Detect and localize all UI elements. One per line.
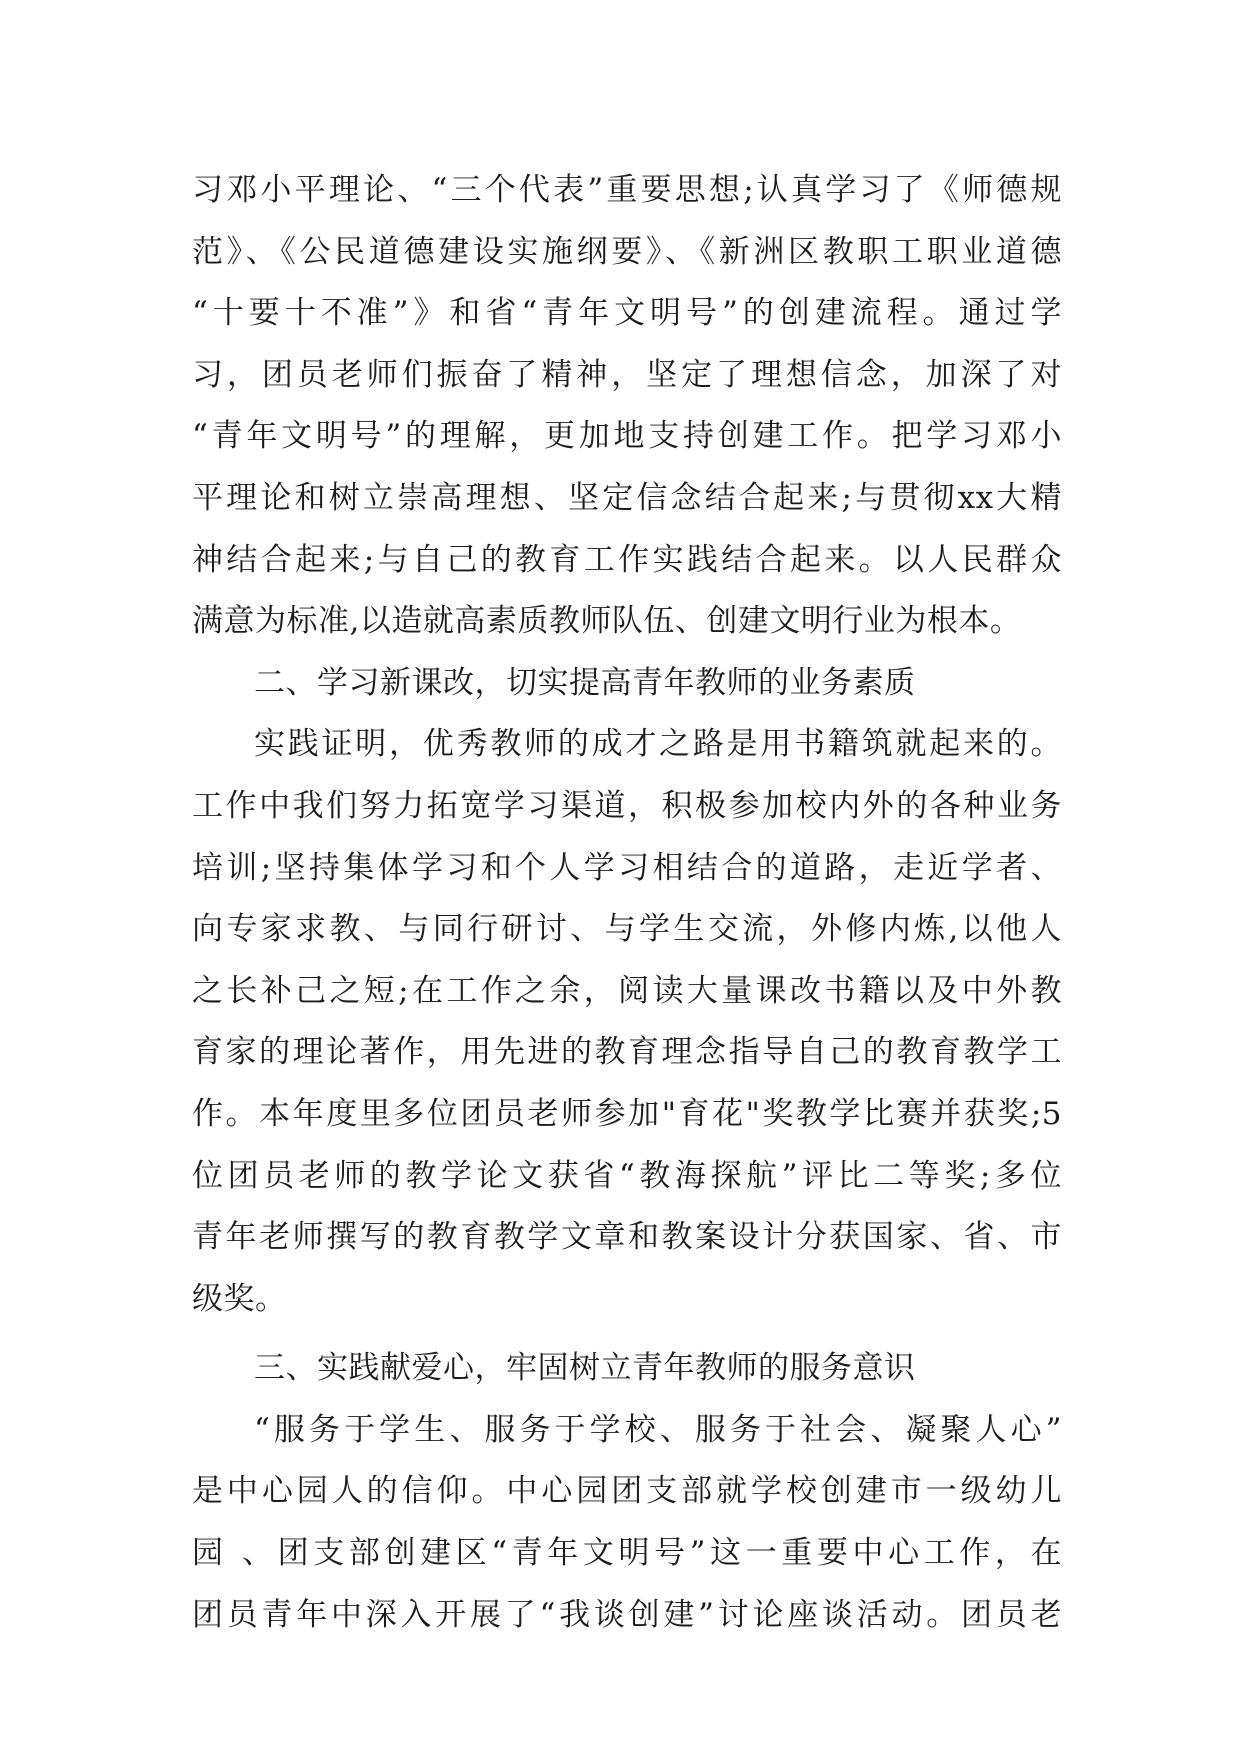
text-line: 实践证明，优秀教师的成才之路是用书籍筑就起来的。 xyxy=(254,726,1062,763)
text-line: “十要十不准”》和省“青年文明号”的创建流程。通过学 xyxy=(192,295,1062,332)
text-line: 之长补己之短;在工作之余，阅读大量课改书籍以及中外教 xyxy=(192,972,1062,1009)
text-line: 团员青年中深入开展了“我谈创建”讨论座谈活动。团员老 xyxy=(192,1596,1062,1633)
text-line: 范》、《公民道德建设实施纲要》、《新洲区教职工职业道德 xyxy=(192,233,1062,270)
text-line: 习，团员老师们振奋了精神，坚定了理想信念，加深了对 xyxy=(192,356,1062,393)
text-line: 青年老师撰写的教育教学文章和教案设计分获国家、省、市 xyxy=(192,1219,1062,1256)
text-line: 向专家求教、与同行研讨、与学生交流，外修内炼,以他人 xyxy=(192,911,1062,948)
text-line: 培训;坚持集体学习和个人学习相结合的道路，走近学者、 xyxy=(192,849,1062,886)
text-line: “服务于学生、服务于学校、服务于社会、凝聚人心” xyxy=(254,1411,1062,1448)
text-line: “青年文明号”的理解，更加地支持创建工作。把学习邓小 xyxy=(192,418,1062,455)
text-line: 工作中我们努力拓宽学习渠道，积极参加校内外的各种业务 xyxy=(192,787,1062,824)
text-line: 级奖。 xyxy=(192,1280,287,1317)
text-line: 平理论和树立崇高理想、坚定信念结合起来;与贯彻xx大精 xyxy=(192,479,1062,516)
text-line: 位团员老师的教学论文获省“教海探航”评比二等奖;多位 xyxy=(192,1157,1062,1194)
document-body xyxy=(192,160,1062,1646)
text-line: 满意为标准,以造就高素质教师队伍、创建文明行业为根本。 xyxy=(192,603,1022,640)
text-line: 是中心园人的信仰。中心园团支部就学校创建市一级幼儿 xyxy=(192,1473,1062,1510)
section-heading: 二、学习新课改，切实提高青年教师的业务素质 xyxy=(254,664,916,701)
text-line: 作。本年度里多位团员老师参加"育花"奖教学比赛并获奖;5 xyxy=(192,1095,1062,1132)
text-line: 习邓小平理论、“三个代表”重要思想;认真学习了《师德规 xyxy=(192,172,1062,208)
text-line: 园 、团支部创建区“青年文明号”这一重要中心工作，在 xyxy=(192,1535,1062,1572)
section-heading: 三、实践献爱心，牢固树立青年教师的服务意识 xyxy=(254,1350,916,1387)
text-line: 神结合起来;与自己的教育工作实践结合起来。以人民群众 xyxy=(192,541,1062,578)
text-line: 育家的理论著作，用先进的教育理念指导自己的教育教学工 xyxy=(192,1034,1062,1071)
